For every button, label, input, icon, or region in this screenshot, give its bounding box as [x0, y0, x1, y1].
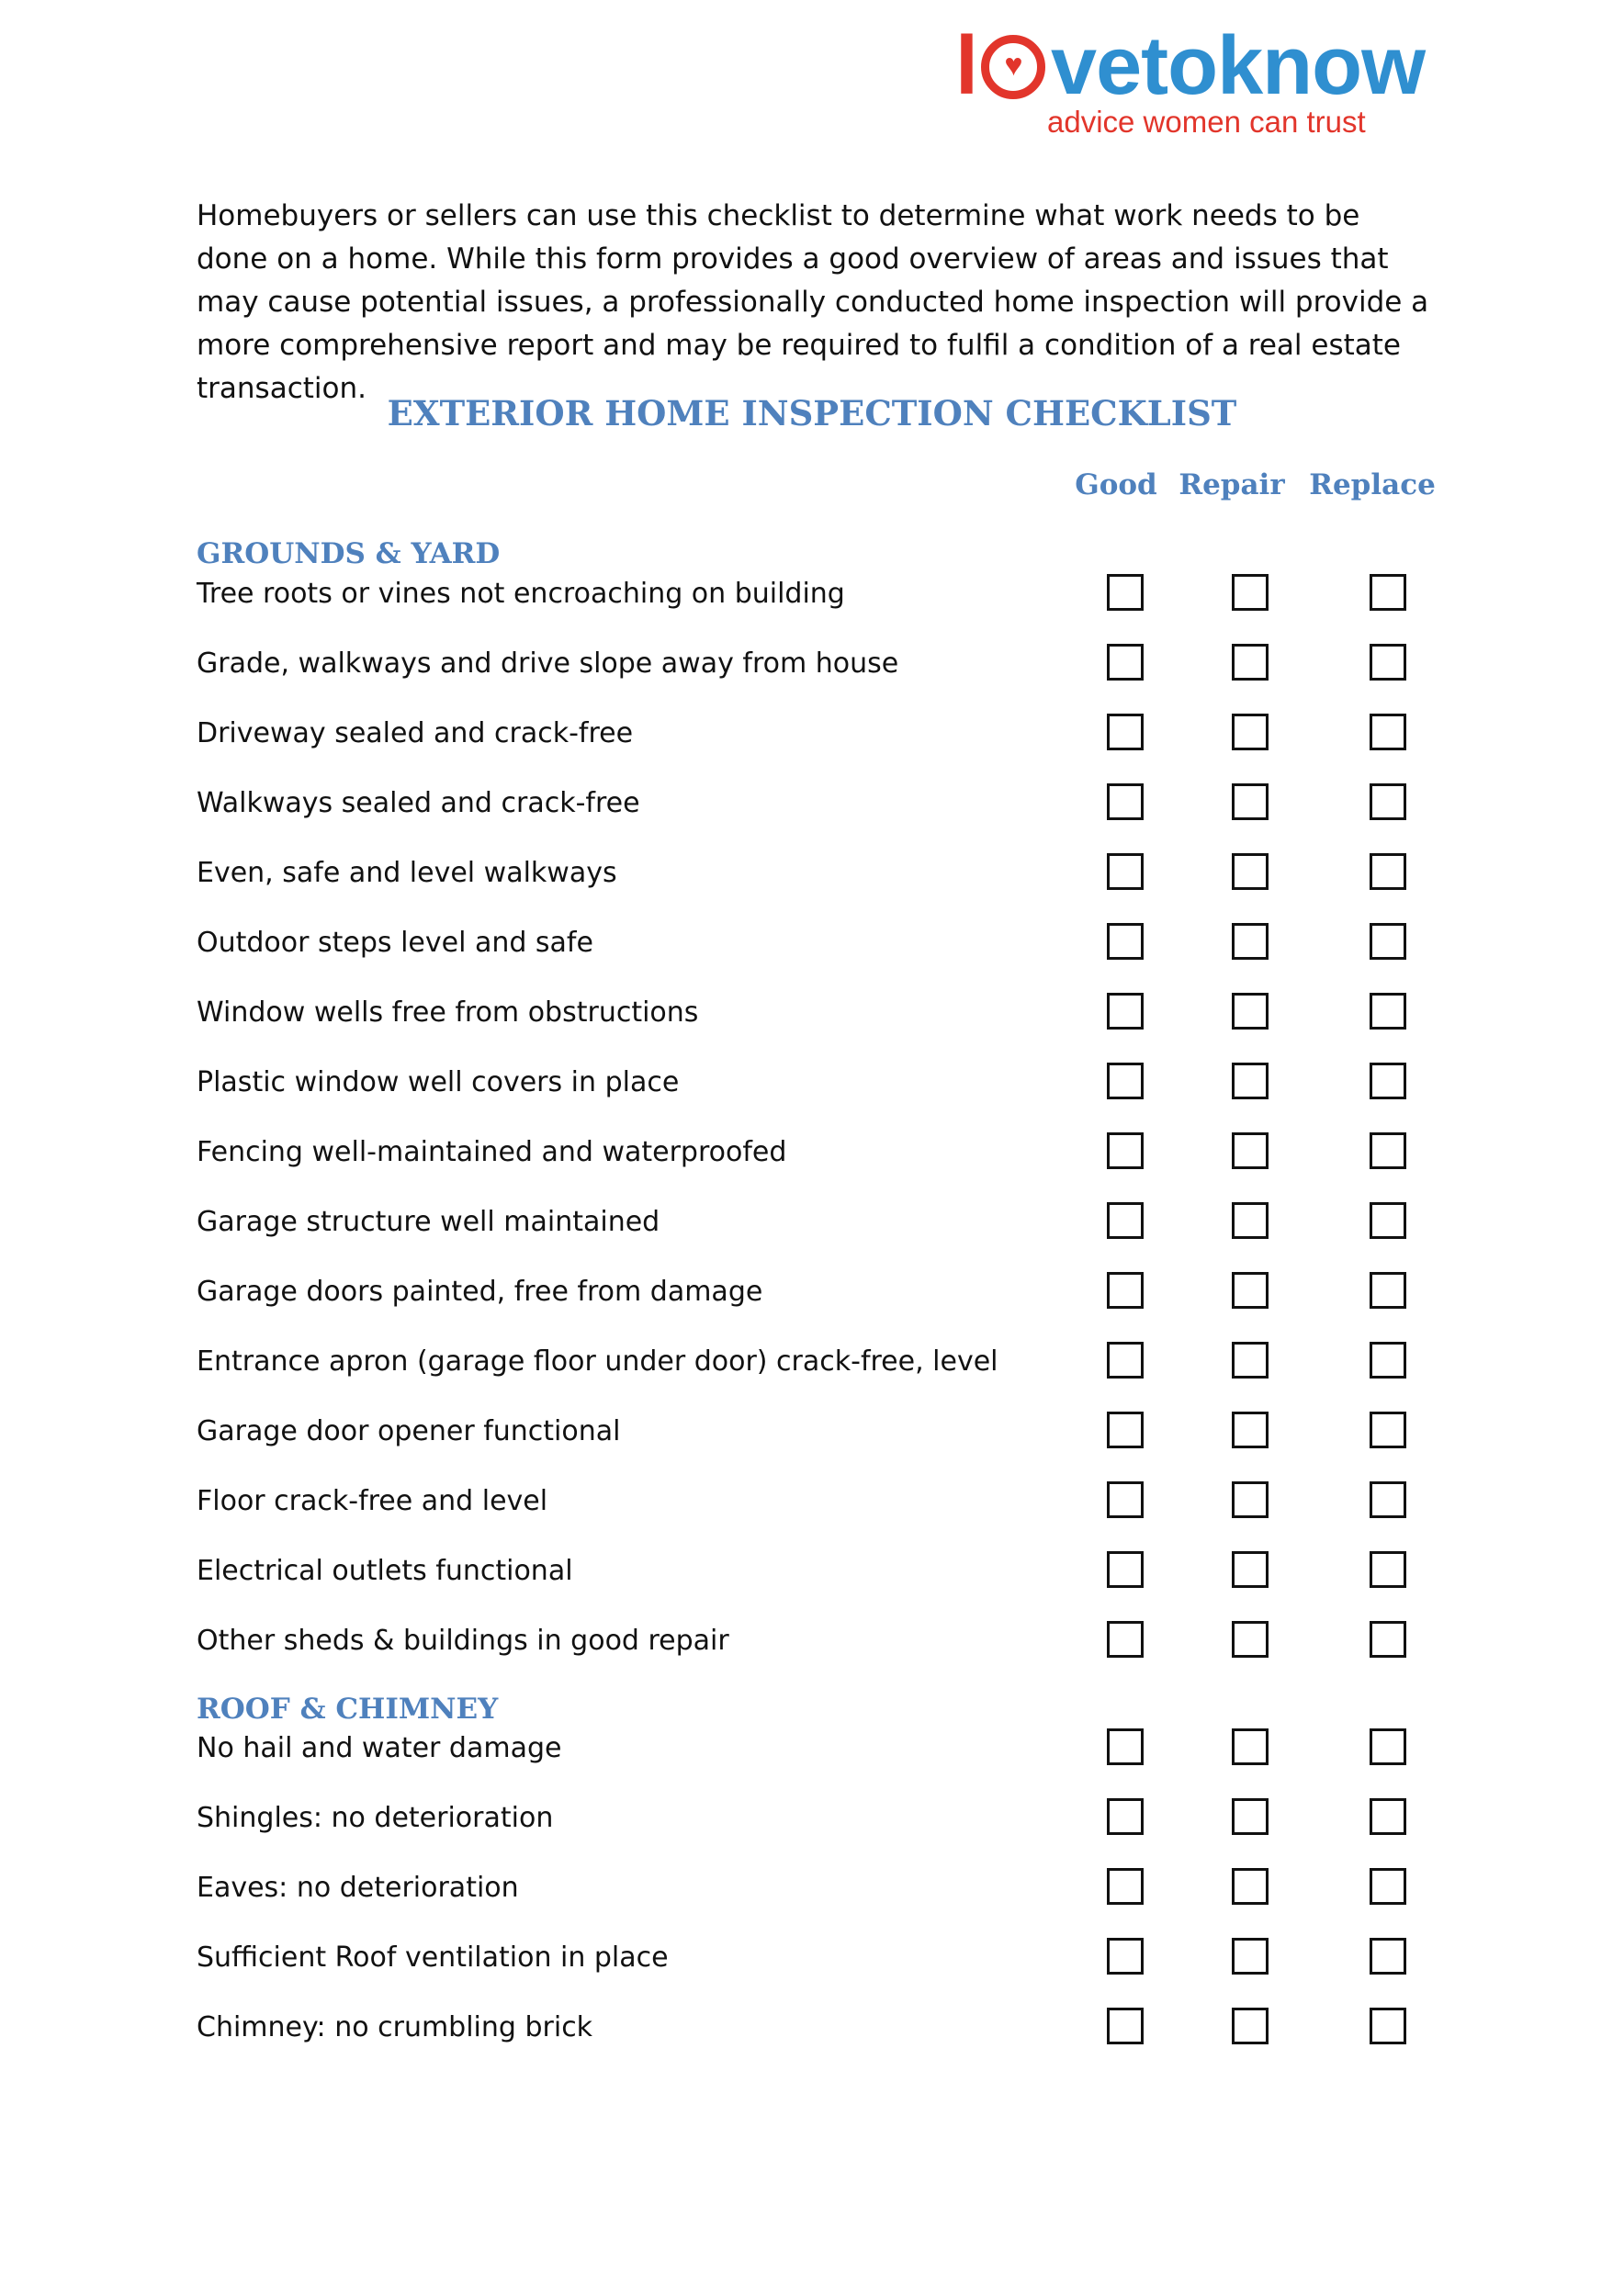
checklist-row: [197, 1202, 1427, 1248]
repair-checkbox[interactable]: [1232, 714, 1269, 750]
section-heading-grounds-yard: GROUNDS & YARD: [197, 537, 501, 570]
good-checkbox[interactable]: [1107, 1481, 1144, 1518]
column-header-good: Good: [1075, 468, 1157, 501]
checklist-row: [197, 1412, 1427, 1458]
replace-checkbox[interactable]: [1370, 1868, 1406, 1905]
item-label: Sufficient Roof ventilation in place: [197, 1941, 669, 1974]
good-checkbox[interactable]: [1107, 1202, 1144, 1239]
repair-checkbox[interactable]: [1232, 1728, 1269, 1765]
checklist-row: [197, 714, 1427, 760]
good-checkbox[interactable]: [1107, 923, 1144, 960]
checklist-row: [197, 1728, 1427, 1774]
replace-checkbox[interactable]: [1370, 2008, 1406, 2044]
checklist-row: [197, 574, 1427, 620]
replace-checkbox[interactable]: [1370, 783, 1406, 820]
replace-checkbox[interactable]: [1370, 1272, 1406, 1309]
replace-checkbox[interactable]: [1370, 1798, 1406, 1835]
logo-word-rest: vetoknow: [1051, 20, 1426, 112]
repair-checkbox[interactable]: [1232, 1342, 1269, 1379]
repair-checkbox[interactable]: [1232, 1412, 1269, 1448]
repair-checkbox[interactable]: [1232, 1938, 1269, 1975]
item-label: No hail and water damage: [197, 1732, 562, 1764]
checklist-row: [197, 1063, 1427, 1109]
repair-checkbox[interactable]: [1232, 1798, 1269, 1835]
replace-checkbox[interactable]: [1370, 1551, 1406, 1588]
checklist-row: [197, 1132, 1427, 1178]
section-heading-roof-chimney: ROOF & CHIMNEY: [197, 1693, 499, 1726]
good-checkbox[interactable]: [1107, 1412, 1144, 1448]
repair-checkbox[interactable]: [1232, 1481, 1269, 1518]
item-label: Eaves: no deterioration: [197, 1872, 519, 1904]
good-checkbox[interactable]: [1107, 1868, 1144, 1905]
good-checkbox[interactable]: [1107, 1798, 1144, 1835]
item-label: Grade, walkways and drive slope away from house: [197, 647, 899, 680]
checklist-row: [197, 1342, 1427, 1388]
item-label: Entrance apron (garage floor under door) crack-free, level: [197, 1345, 998, 1378]
replace-checkbox[interactable]: [1370, 1132, 1406, 1169]
good-checkbox[interactable]: [1107, 644, 1144, 681]
item-label: Garage door opener functional: [197, 1415, 621, 1447]
replace-checkbox[interactable]: [1370, 1202, 1406, 1239]
replace-checkbox[interactable]: [1370, 644, 1406, 681]
item-label: Shingles: no deterioration: [197, 1802, 554, 1834]
heart-icon: [981, 35, 1045, 99]
item-label: Garage doors painted, free from damage: [197, 1276, 763, 1308]
column-header-replace: Replace: [1309, 468, 1436, 501]
repair-checkbox[interactable]: [1232, 923, 1269, 960]
repair-checkbox[interactable]: [1232, 853, 1269, 890]
replace-checkbox[interactable]: [1370, 1621, 1406, 1658]
checklist-title: EXTERIOR HOME INSPECTION CHECKLIST: [387, 393, 1237, 433]
checklist-row: [197, 1272, 1427, 1318]
checklist-row: [197, 1938, 1427, 1984]
good-checkbox[interactable]: [1107, 1342, 1144, 1379]
good-checkbox[interactable]: [1107, 1063, 1144, 1099]
checklist-row: [197, 1481, 1427, 1527]
good-checkbox[interactable]: [1107, 574, 1144, 611]
good-checkbox[interactable]: [1107, 1132, 1144, 1169]
good-checkbox[interactable]: [1107, 1551, 1144, 1588]
repair-checkbox[interactable]: [1232, 1063, 1269, 1099]
checklist-row: [197, 1868, 1427, 1914]
good-checkbox[interactable]: [1107, 853, 1144, 890]
item-label: Fencing well-maintained and waterproofed: [197, 1136, 787, 1168]
replace-checkbox[interactable]: [1370, 1412, 1406, 1448]
good-checkbox[interactable]: [1107, 1621, 1144, 1658]
repair-checkbox[interactable]: [1232, 1868, 1269, 1905]
good-checkbox[interactable]: [1107, 2008, 1144, 2044]
replace-checkbox[interactable]: [1370, 993, 1406, 1030]
item-label: Chimney: no crumbling brick: [197, 2011, 593, 2043]
replace-checkbox[interactable]: [1370, 1342, 1406, 1379]
item-label: Tree roots or vines not encroaching on building: [197, 578, 845, 610]
intro-paragraph: Homebuyers or sellers can use this checklist to determine what work needs to be done on a home. While this form provides a good overview of areas and issues that may cause potential issues, a professionally conducted home inspection will provide a more comprehensive report and may be required to fulfil a condition of a real estate transaction.: [197, 199, 1429, 405]
item-label: Electrical outlets functional: [197, 1555, 573, 1587]
item-label: Even, safe and level walkways: [197, 857, 617, 889]
checklist-row: [197, 644, 1427, 690]
repair-checkbox[interactable]: [1232, 1272, 1269, 1309]
repair-checkbox[interactable]: [1232, 993, 1269, 1030]
repair-checkbox[interactable]: [1232, 1132, 1269, 1169]
good-checkbox[interactable]: [1107, 1272, 1144, 1309]
repair-checkbox[interactable]: [1232, 1621, 1269, 1658]
item-label: Walkways sealed and crack-free: [197, 787, 640, 819]
replace-checkbox[interactable]: [1370, 714, 1406, 750]
checklist-row: [197, 1621, 1427, 1667]
replace-checkbox[interactable]: [1370, 1063, 1406, 1099]
item-label: Window wells free from obstructions: [197, 996, 699, 1029]
checklist-row: [197, 853, 1427, 899]
checklist-row: [197, 783, 1427, 829]
replace-checkbox[interactable]: [1370, 923, 1406, 960]
lovetoknow-logo: [955, 20, 1433, 139]
item-label: Other sheds & buildings in good repair: [197, 1625, 729, 1657]
column-header-repair: Repair: [1179, 468, 1285, 501]
good-checkbox[interactable]: [1107, 1728, 1144, 1765]
logo-letter-l: l: [955, 20, 978, 112]
good-checkbox[interactable]: [1107, 714, 1144, 750]
replace-checkbox[interactable]: [1370, 574, 1406, 611]
checklist-row: [197, 923, 1427, 969]
repair-checkbox[interactable]: [1232, 2008, 1269, 2044]
item-label: Plastic window well covers in place: [197, 1066, 680, 1098]
item-label: Driveway sealed and crack-free: [197, 717, 634, 749]
repair-checkbox[interactable]: [1232, 1202, 1269, 1239]
repair-checkbox[interactable]: [1232, 644, 1269, 681]
good-checkbox[interactable]: [1107, 993, 1144, 1030]
item-label: Floor crack-free and level: [197, 1485, 548, 1517]
replace-checkbox[interactable]: [1370, 1938, 1406, 1975]
replace-checkbox[interactable]: [1370, 1728, 1406, 1765]
good-checkbox[interactable]: [1107, 783, 1144, 820]
item-label: Outdoor steps level and safe: [197, 927, 593, 959]
checklist-row: [197, 2008, 1427, 2054]
logo-wordmark: [955, 20, 1425, 112]
repair-checkbox[interactable]: [1232, 574, 1269, 611]
item-label: Garage structure well maintained: [197, 1206, 660, 1238]
good-checkbox[interactable]: [1107, 1938, 1144, 1975]
replace-checkbox[interactable]: [1370, 1481, 1406, 1518]
checklist-row: [197, 1798, 1427, 1844]
checklist-row: [197, 993, 1427, 1039]
repair-checkbox[interactable]: [1232, 1551, 1269, 1588]
logo-tagline: advice women can trust: [1047, 105, 1366, 139]
repair-checkbox[interactable]: [1232, 783, 1269, 820]
replace-checkbox[interactable]: [1370, 853, 1406, 890]
checklist-row: [197, 1551, 1427, 1597]
